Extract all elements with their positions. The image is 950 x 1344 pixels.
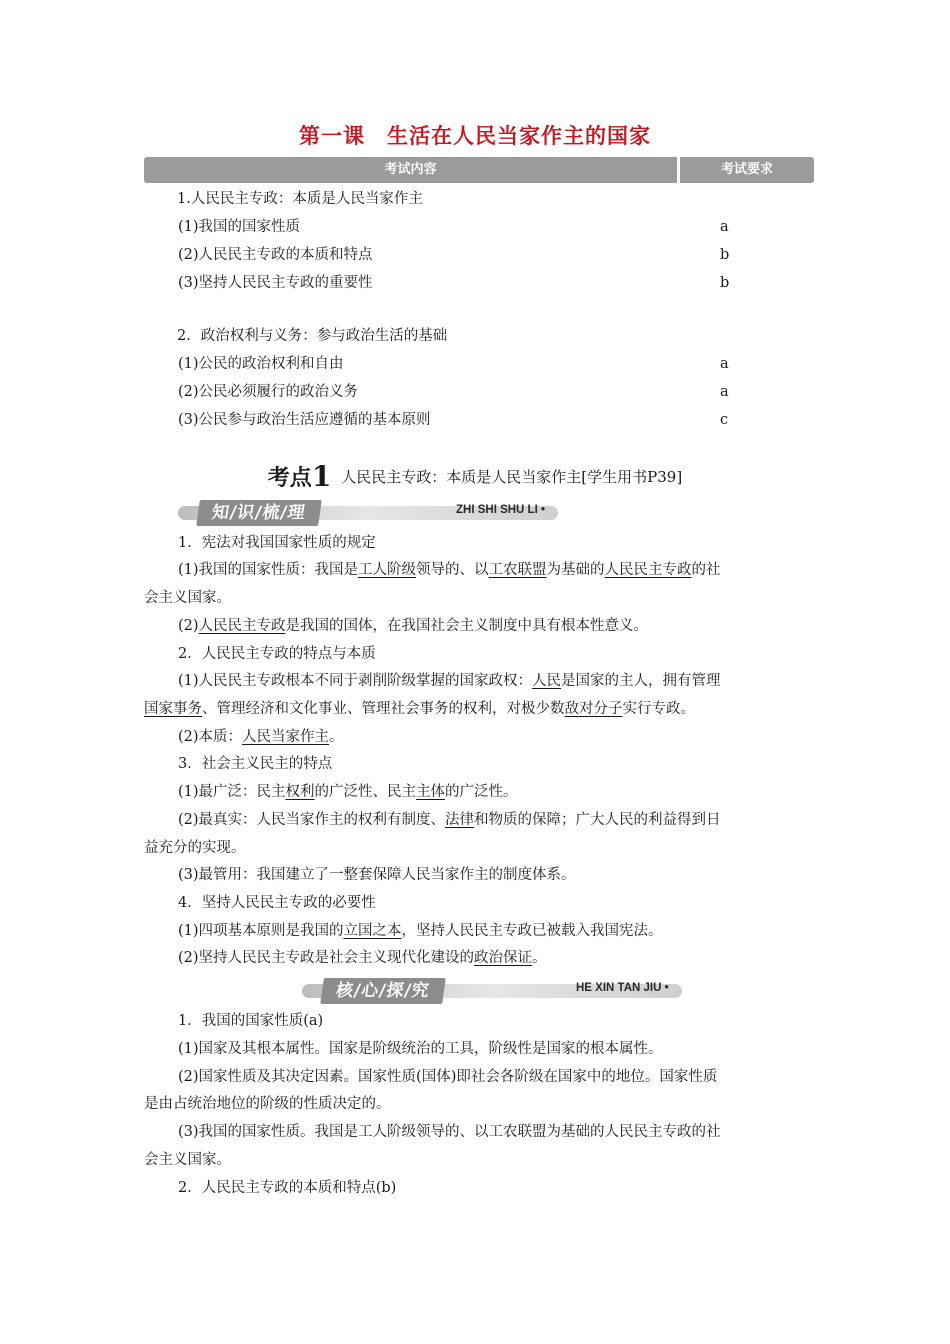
section-banner-zhishi [178,500,558,526]
paragraph: 1．宪法对我国国家性质的规定 [178,535,376,551]
paragraph: (3)最管用：我国建立了一整套保障人民当家作主的制度体系。 [178,867,576,883]
kaodian-label: 考点 [267,466,312,491]
banner-en: HE XIN TAN JIU • [576,982,669,994]
paragraph: 会主义国家。 [144,590,231,606]
paragraph: (1)人民民主专政根本不同于剥削阶级掌握的国家政权：人民是国家的主人，拥有管理 [178,673,721,689]
paragraph: (2)最真实：人民当家作主的权利有制度、法律和物质的保障；广大人民的利益得到日 [178,812,721,828]
paragraph: 会主义国家。 [144,1152,231,1168]
paragraph: 国家事务、管理经济和文化事业、管理社会事务的权利，对极少数敌对分子实行专政。 [144,701,695,717]
section-banner-hexin [302,978,682,1004]
paragraph: (1)最广泛：民主权利的广泛性、民主主体的广泛性。 [178,784,518,800]
header-requirement: 考试要求 [680,157,814,183]
paragraph: (1)我国的国家性质：我国是工人阶级领导的、以工农联盟为基础的人民民主专政的社 [178,562,721,578]
paragraph: 益充分的实现。 [144,840,246,856]
paragraph: (1)四项基本原则是我国的立国之本，坚持人民民主专政已被载入我国宪法。 [178,923,663,939]
paragraph: (2)坚持人民民主专政是社会主义现代化建设的政治保证。 [178,950,547,966]
banner-tag: 知/识/梳/理 [196,500,321,526]
paragraph: (2)本质：人民当家作主。 [178,729,344,745]
paragraph: (2)人民民主专政是我国的国体，在我国社会主义制度中具有根本性意义。 [178,618,649,634]
header-content: 考试内容 [144,157,677,183]
paragraph: 是由占统治地位的阶级的性质决定的。 [144,1096,391,1112]
paragraph: (2)国家性质及其决定因素。国家性质(国体)即社会各阶级在国家中的地位。国家性质 [178,1069,718,1085]
kaodian-text: 人民民主专政：本质是人民当家作主[学生用书P39] [341,468,683,486]
kaodian-number: 1 [311,460,332,493]
kaodian-heading [0,460,950,493]
banner-en: ZHI SHI SHU LI • [456,504,546,516]
paragraph: (3)我国的国家性质。我国是工人阶级领导的、以工农联盟为基础的人民民主专政的社 [178,1124,721,1140]
banner-tag: 核/心/探/究 [320,978,445,1004]
page-title: 第一课 生活在人民当家作主的国家 [299,124,651,148]
paragraph: (1)国家及其根本属性。国家是阶级统治的工具，阶级性是国家的根本属性。 [178,1041,663,1057]
exam-table-header [144,157,814,183]
paragraph: 3．社会主义民主的特点 [178,756,333,772]
paragraph: 2．人民民主专政的特点与本质 [178,646,376,662]
paragraph: 4．坚持人民民主专政的必要性 [178,895,376,911]
paragraph: 1．我国的国家性质(a) [178,1013,324,1029]
paragraph: 2．人民民主专政的本质和特点(b) [178,1180,397,1196]
